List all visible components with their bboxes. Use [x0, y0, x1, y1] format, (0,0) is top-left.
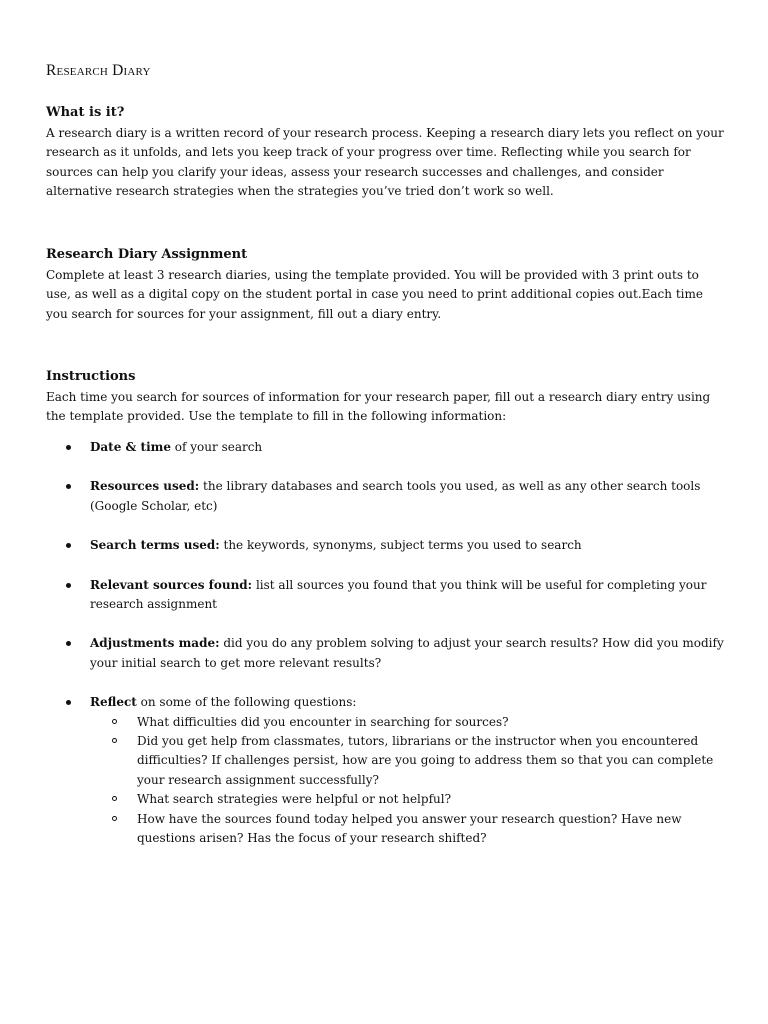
hollow-bullet-icon [112, 719, 117, 724]
what-is-it-body: A research diary is a written record of your research process. Keeping a research diary lets you reflect on your research as it unfolds, and lets you keep track of your progress over time. Reflecting while you search for sources can help you clarify your ideas, assess your research successes and challenges, and consider alternative research strategies when the strategies you’ve tried don’t work so well. [46, 126, 724, 199]
hollow-bullet-icon [112, 816, 117, 821]
bullet-icon [66, 445, 71, 450]
item-term: Relevant sources found: [90, 577, 253, 592]
question-text: How have the sources found today helped you answer your research question? Have new questions arisen? Has the focus of your research shifted? [137, 811, 682, 846]
list-item [46, 576, 724, 615]
document-title: Research Diary [46, 62, 151, 79]
question-text: Did you get help from classmates, tutors, librarians or the instructor when you encountered difficulties? If challenges persist, how are you going to address them so that you can complete your research assignment successfully? [137, 734, 714, 787]
hollow-bullet-icon [112, 796, 117, 801]
instructions-list [46, 438, 724, 869]
item-term: Adjustments made: [90, 636, 220, 651]
list-item [46, 438, 724, 457]
bullet-icon [66, 641, 71, 646]
assignment-heading: Research Diary Assignment [46, 247, 248, 262]
list-item [46, 693, 724, 848]
item-text: the library databases and search tools you used, as well as any other search tools (Google Scholar, etc) [90, 479, 701, 513]
sub-list-item [90, 732, 724, 790]
list-item [46, 477, 724, 516]
instructions-section [46, 368, 724, 427]
assignment-section [46, 246, 724, 324]
item-term: Search terms used: [90, 538, 220, 553]
bullet-icon [66, 700, 71, 705]
instructions-heading: Instructions [46, 369, 136, 384]
question-text: What search strategies were helpful or not helpful? [137, 792, 452, 807]
bullet-icon [66, 543, 71, 548]
what-is-it-section [46, 104, 724, 202]
what-is-it-heading: What is it? [46, 105, 125, 120]
reflect-questions-list [90, 713, 724, 849]
assignment-body: Complete at least 3 research diaries, using the template provided. You will be provided with 3 print outs to use, as well as a digital copy on the student portal in case you need to print additional copies out.Each time you search for sources for your assignment, fill out a diary entry. [46, 268, 703, 321]
bullet-icon [66, 484, 71, 489]
item-text: the keywords, synonyms, subject terms you used to search [219, 538, 582, 553]
list-item [46, 536, 724, 555]
item-term: Resources used: [90, 479, 200, 494]
item-text: of your search [170, 440, 263, 454]
bullet-icon [66, 583, 71, 588]
item-text: on some of the following questions: [136, 695, 357, 710]
sub-list-item [90, 790, 724, 809]
hollow-bullet-icon [112, 738, 117, 743]
question-text: What difficulties did you encounter in searching for sources? [137, 714, 509, 729]
instructions-body: Each time you search for sources of information for your research paper, fill out a research diary entry using the template provided. Use the template to fill in the following information: [46, 390, 711, 424]
sub-list-item [90, 713, 724, 732]
sub-list-item [90, 810, 724, 849]
list-item [46, 634, 724, 673]
item-text: list all sources you found that you think will be useful for completing your research assignment [90, 577, 707, 612]
item-term: Reflect [90, 695, 137, 710]
item-text: did you do any problem solving to adjust your search results? How did you modify your initial search to get more relevant results? [90, 636, 724, 670]
item-term: Date & time [90, 440, 171, 454]
